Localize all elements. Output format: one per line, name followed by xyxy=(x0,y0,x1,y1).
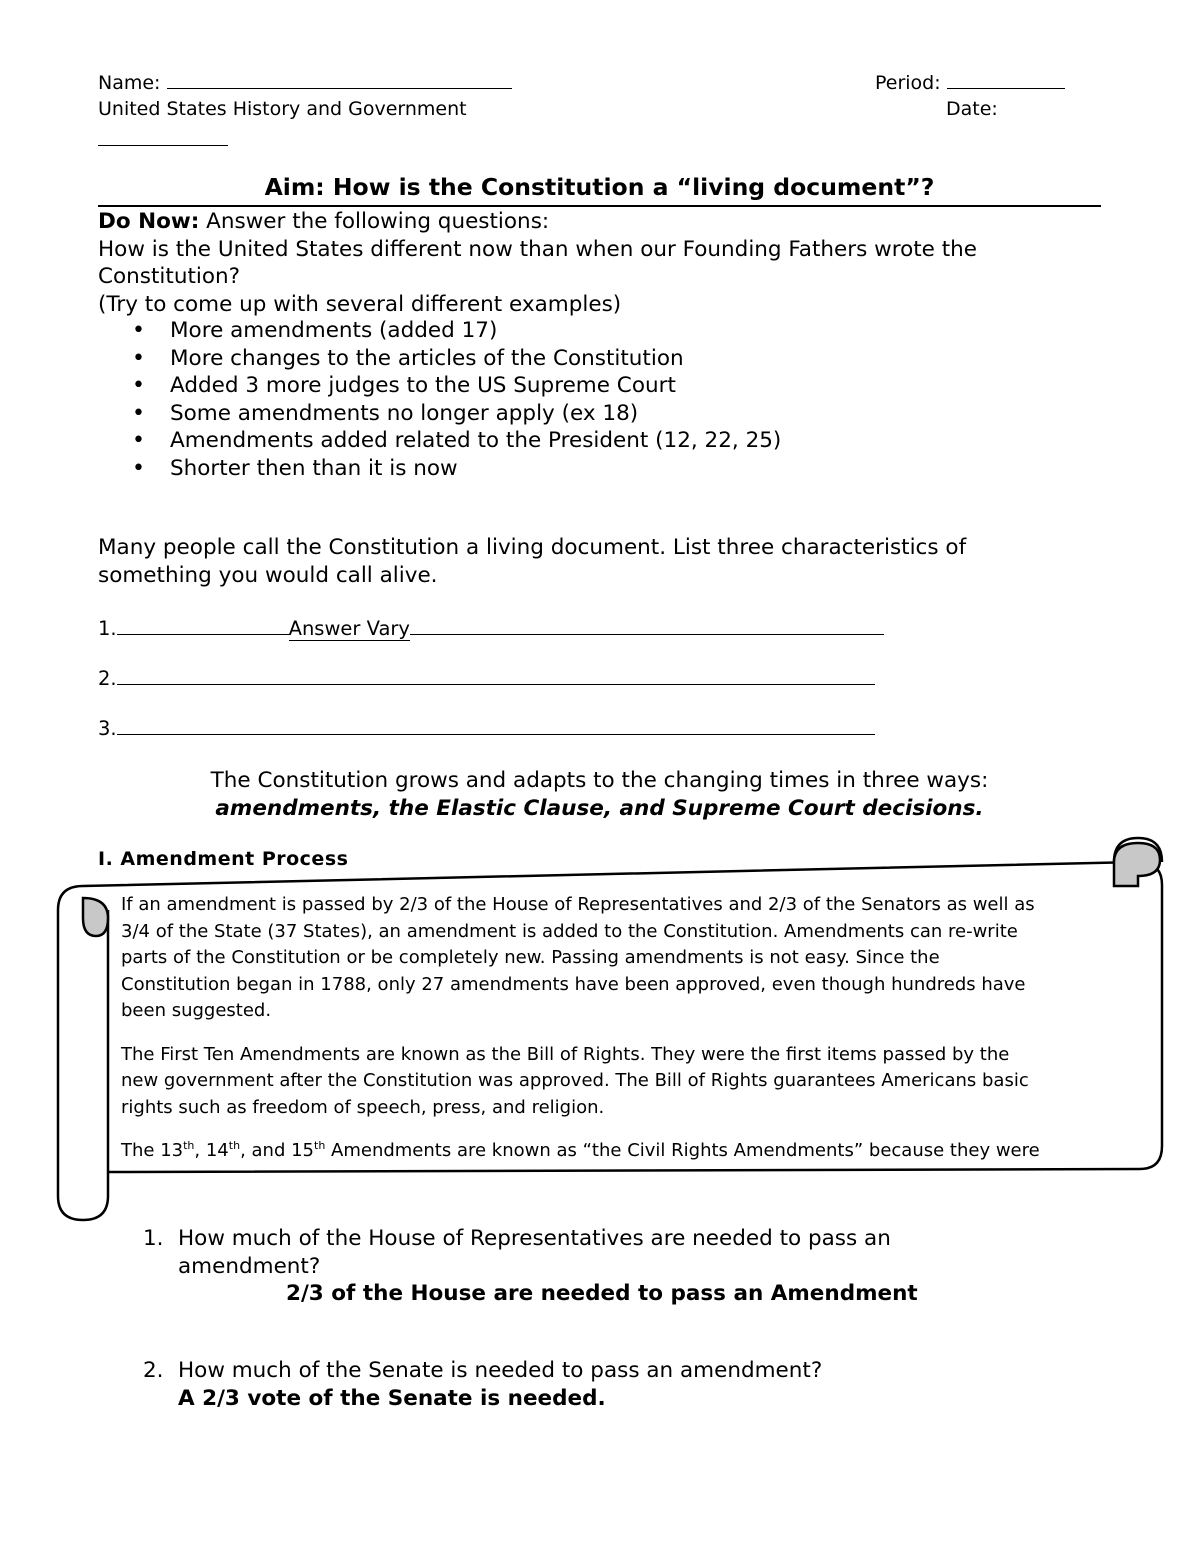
bullet-icon: • xyxy=(132,373,145,398)
characteristic-2-number: 2. xyxy=(98,667,117,690)
question-2-line1: How much of the Senate is needed to pass an amendment? xyxy=(178,1358,823,1383)
do-now-label: Do Now: xyxy=(98,209,200,234)
question-1-line2: amendment? xyxy=(178,1253,321,1279)
bullet-icon: • xyxy=(132,455,145,481)
characteristic-1-answer: Answer Vary xyxy=(288,617,410,640)
question-1-answer: 2/3 of the House are needed to pass an Amendment xyxy=(286,1281,918,1306)
characteristic-3-number: 3. xyxy=(98,717,117,740)
question-2-number: 2. xyxy=(143,1358,164,1383)
paragraph-bill-of-rights: The First Ten Amendments are known as the Bill of Rights. They were the first items passed by the new government after the Constitution was approved. The Bill of Rights guarantees Americans basic rights such as freedom of speech, press, and religion. xyxy=(121,1043,1029,1118)
living-prompt-line2: something you would call alive. xyxy=(98,562,438,588)
grows-line2: amendments, the Elastic Clause, and Supreme Court decisions. xyxy=(215,796,984,821)
period-label: Period: xyxy=(875,72,941,94)
bullet-icon: • xyxy=(132,428,145,453)
question-1 xyxy=(143,1225,1103,1308)
section-title: I. Amendment Process xyxy=(98,848,349,870)
do-now-question-line1: How is the United States different now than when our Founding Fathers wrote the xyxy=(98,236,978,262)
question-1-line1: How much of the House of Representatives are needed to pass an xyxy=(178,1226,891,1251)
question-2-answer: A 2/3 vote of the Senate is needed. xyxy=(178,1385,606,1411)
do-now-intro: Answer the following questions: xyxy=(206,209,550,234)
list-item: • Amendments added related to the President (12, 22, 25) xyxy=(132,428,782,453)
course-title: United States History and Government xyxy=(98,98,467,120)
paragraph-civil-rights: The 13th, 14th, and 15th Amendments are known as “the Civil Rights Amendments” because they were xyxy=(121,1139,1040,1161)
question-1-number: 1. xyxy=(143,1226,164,1251)
list-item: • Shorter then than it is now xyxy=(132,455,458,481)
aim-heading: Aim: How is the Constitution a “living document”? xyxy=(264,173,935,201)
list-item: • More amendments (added 17) xyxy=(132,318,498,343)
grows-line1: The Constitution grows and adapts to the changing times in three ways: xyxy=(210,768,989,793)
list-item: • More changes to the articles of the Constitution xyxy=(132,345,684,371)
paragraph-amendment-passing: If an amendment is passed by 2/3 of the House of Representatives and 2/3 of the Senators as well as 3/4 of the State (37 States), an amendment is added to the Constitution. Amendments can re-write parts of the Constitution or be completely new. Passing amendments is not easy. Since the Constitution began in 1788, only 27 amendments have been approved, even though hundreds have been suggested. xyxy=(121,894,1035,1021)
scroll-left-roll xyxy=(83,898,108,936)
living-prompt-line1: Many people call the Constitution a living document. List three characteristics of xyxy=(98,535,967,560)
list-item: • Some amendments no longer apply (ex 18) xyxy=(132,400,639,426)
do-now-question-line2: Constitution? xyxy=(98,264,241,289)
scroll-right-roll xyxy=(1114,843,1160,886)
question-2 xyxy=(143,1357,1103,1412)
do-now-hint: (Try to come up with several different examples) xyxy=(98,291,622,317)
bullet-icon: • xyxy=(132,345,145,371)
name-label: Name: xyxy=(98,72,161,94)
bullet-icon: • xyxy=(132,318,145,343)
bullet-icon: • xyxy=(132,400,145,426)
list-item: • Added 3 more judges to the US Supreme Court xyxy=(132,373,676,398)
date-label: Date: xyxy=(946,98,998,120)
characteristic-1-number: 1. xyxy=(98,617,117,640)
amendment-process-text xyxy=(121,892,1131,1182)
